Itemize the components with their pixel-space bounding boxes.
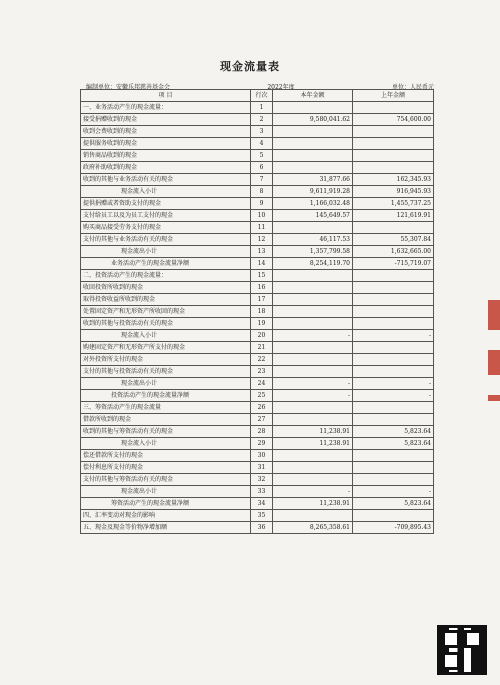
current-amount-cell: 145,649.57 — [273, 210, 353, 222]
previous-amount-cell — [353, 450, 434, 462]
item-cell: 政府补助收到的现金 — [81, 162, 251, 174]
item-cell: 现金流入小计 — [81, 438, 251, 450]
table-row — [81, 198, 434, 210]
line-no-cell: 25 — [251, 390, 273, 402]
red-edge-mark — [488, 350, 500, 375]
line-no-cell: 33 — [251, 486, 273, 498]
line-no-cell: 8 — [251, 186, 273, 198]
line-no-cell: 36 — [251, 522, 273, 534]
current-amount-cell — [273, 366, 353, 378]
table-row — [81, 258, 434, 270]
item-cell: 偿还借款所支付的现金 — [81, 450, 251, 462]
line-no-cell: 34 — [251, 498, 273, 510]
previous-amount-cell — [353, 282, 434, 294]
table-row — [81, 462, 434, 474]
line-no-cell: 21 — [251, 342, 273, 354]
header-previous: 上年金额 — [353, 90, 434, 102]
current-amount-cell: - — [273, 390, 353, 402]
previous-amount-cell — [353, 294, 434, 306]
previous-amount-cell — [353, 414, 434, 426]
line-no-cell: 32 — [251, 474, 273, 486]
line-no-cell: 35 — [251, 510, 273, 522]
line-no-cell: 20 — [251, 330, 273, 342]
item-cell: 四、汇率变动对现金的影响 — [81, 510, 251, 522]
current-amount-cell: 11,238.91 — [273, 438, 353, 450]
line-no-cell: 9 — [251, 198, 273, 210]
header-current: 本年金额 — [273, 90, 353, 102]
table-row — [81, 354, 434, 366]
current-amount-cell: 31,877.66 — [273, 174, 353, 186]
table-row — [81, 306, 434, 318]
item-cell: 二、投资活动产生的现金流量： — [81, 270, 251, 282]
table-row — [81, 414, 434, 426]
item-cell: 现金流出小计 — [81, 486, 251, 498]
item-cell: 借款所收到的现金 — [81, 414, 251, 426]
line-no-cell: 31 — [251, 462, 273, 474]
previous-amount-cell: 5,823.64 — [353, 426, 434, 438]
line-no-cell: 4 — [251, 138, 273, 150]
item-cell: 五、现金及现金等价物净增加额 — [81, 522, 251, 534]
cash-flow-table — [80, 89, 434, 534]
table-row — [81, 102, 434, 114]
table-row — [81, 222, 434, 234]
line-no-cell: 6 — [251, 162, 273, 174]
previous-amount-cell: - — [353, 378, 434, 390]
table-header-row — [81, 90, 434, 102]
table-row — [81, 234, 434, 246]
table-row — [81, 522, 434, 534]
previous-amount-cell — [353, 402, 434, 414]
item-cell: 支付的其他与筹资活动有关的现金 — [81, 474, 251, 486]
previous-amount-cell: - — [353, 330, 434, 342]
current-amount-cell — [273, 354, 353, 366]
table-row — [81, 270, 434, 282]
table-row — [81, 186, 434, 198]
table-row — [81, 282, 434, 294]
item-cell: 提供捐赠或者资助支付的现金 — [81, 198, 251, 210]
line-no-cell: 5 — [251, 150, 273, 162]
current-amount-cell — [273, 102, 353, 114]
item-cell: 支付的其他与投资活动有关的现金 — [81, 366, 251, 378]
previous-amount-cell — [353, 354, 434, 366]
table-row — [81, 342, 434, 354]
table-row — [81, 366, 434, 378]
current-amount-cell — [273, 414, 353, 426]
table-row — [81, 210, 434, 222]
table-row — [81, 438, 434, 450]
table-row — [81, 474, 434, 486]
line-no-cell: 14 — [251, 258, 273, 270]
table-row — [81, 162, 434, 174]
previous-amount-cell — [353, 162, 434, 174]
previous-amount-cell — [353, 150, 434, 162]
line-no-cell: 22 — [251, 354, 273, 366]
header-no: 行次 — [251, 90, 273, 102]
line-no-cell: 24 — [251, 378, 273, 390]
previous-amount-cell — [353, 222, 434, 234]
current-amount-cell — [273, 270, 353, 282]
qr-code-icon — [437, 625, 487, 675]
line-no-cell: 30 — [251, 450, 273, 462]
item-cell: 投资活动产生的现金流量净额 — [81, 390, 251, 402]
line-no-cell: 11 — [251, 222, 273, 234]
line-no-cell: 10 — [251, 210, 273, 222]
table-row — [81, 486, 434, 498]
current-amount-cell — [273, 318, 353, 330]
year-label: 2022年度 — [267, 84, 295, 91]
current-amount-cell — [273, 294, 353, 306]
current-amount-cell — [273, 462, 353, 474]
current-amount-cell: 9,580,041.62 — [273, 114, 353, 126]
line-no-cell: 3 — [251, 126, 273, 138]
current-amount-cell: - — [273, 486, 353, 498]
previous-amount-cell — [353, 510, 434, 522]
line-no-cell: 2 — [251, 114, 273, 126]
item-cell: 购建固定资产和无形资产所支付的现金 — [81, 342, 251, 354]
item-cell: 业务活动产生的现金流量净额 — [81, 258, 251, 270]
previous-amount-cell: 121,619.91 — [353, 210, 434, 222]
line-no-cell: 16 — [251, 282, 273, 294]
item-cell: 收到的其他与投资活动有关的现金 — [81, 318, 251, 330]
current-amount-cell — [273, 150, 353, 162]
header-item: 项 目 — [81, 90, 251, 102]
current-amount-cell: - — [273, 378, 353, 390]
table-row — [81, 510, 434, 522]
line-no-cell: 28 — [251, 426, 273, 438]
current-amount-cell: 8,254,119.70 — [273, 258, 353, 270]
line-no-cell: 13 — [251, 246, 273, 258]
item-cell: 收回投资所收到的现金 — [81, 282, 251, 294]
line-no-cell: 7 — [251, 174, 273, 186]
previous-amount-cell — [353, 270, 434, 282]
previous-amount-cell: 5,823.64 — [353, 498, 434, 510]
line-no-cell: 29 — [251, 438, 273, 450]
current-amount-cell: 11,238.91 — [273, 498, 353, 510]
current-amount-cell: 1,357,799.58 — [273, 246, 353, 258]
current-amount-cell — [273, 474, 353, 486]
item-cell: 偿付利息所支付的现金 — [81, 462, 251, 474]
previous-amount-cell — [353, 306, 434, 318]
table-row — [81, 450, 434, 462]
unit-label: 单位：人民币元 — [391, 84, 434, 91]
previous-amount-cell — [353, 342, 434, 354]
current-amount-cell — [273, 342, 353, 354]
table-row — [81, 426, 434, 438]
table-row — [81, 402, 434, 414]
previous-amount-cell — [353, 462, 434, 474]
current-amount-cell — [273, 402, 353, 414]
previous-amount-cell — [353, 126, 434, 138]
line-no-cell: 19 — [251, 318, 273, 330]
table-row — [81, 390, 434, 402]
table-row — [81, 498, 434, 510]
item-cell: 支付给员工以及为员工支付的现金 — [81, 210, 251, 222]
table-row — [81, 378, 434, 390]
item-cell: 现金流出小计 — [81, 378, 251, 390]
table-row — [81, 246, 434, 258]
red-edge-mark — [488, 395, 500, 401]
current-amount-cell — [273, 222, 353, 234]
previous-amount-cell: 55,307.84 — [353, 234, 434, 246]
table-row — [81, 114, 434, 126]
item-cell: 取得投资收益所收到的现金 — [81, 294, 251, 306]
item-cell: 收到的其他与业务活动有关的现金 — [81, 174, 251, 186]
previous-amount-cell: 754,600.00 — [353, 114, 434, 126]
item-cell: 现金流出小计 — [81, 246, 251, 258]
item-cell: 销售商品收到的现金 — [81, 150, 251, 162]
table-row — [81, 294, 434, 306]
red-edge-mark — [488, 300, 500, 330]
table-row — [81, 138, 434, 150]
current-amount-cell — [273, 282, 353, 294]
item-cell: 收到的其他与筹资活动有关的现金 — [81, 426, 251, 438]
previous-amount-cell: 916,945.93 — [353, 186, 434, 198]
item-cell: 提供服务收到的现金 — [81, 138, 251, 150]
current-amount-cell: 11,238.91 — [273, 426, 353, 438]
previous-amount-cell — [353, 474, 434, 486]
item-cell: 处置固定资产和无形资产所收回的现金 — [81, 306, 251, 318]
table-row — [81, 174, 434, 186]
previous-amount-cell: - — [353, 486, 434, 498]
current-amount-cell: 9,611,919.28 — [273, 186, 353, 198]
item-cell: 一、业务活动产生的现金流量： — [81, 102, 251, 114]
table-row — [81, 150, 434, 162]
current-amount-cell — [273, 138, 353, 150]
item-cell: 对外投资所支付的现金 — [81, 354, 251, 366]
line-no-cell: 15 — [251, 270, 273, 282]
item-cell: 现金流入小计 — [81, 186, 251, 198]
item-cell: 支付的其他与业务活动有关的现金 — [81, 234, 251, 246]
line-no-cell: 26 — [251, 402, 273, 414]
item-cell: 接受捐赠收到的现金 — [81, 114, 251, 126]
current-amount-cell: 1,166,032.48 — [273, 198, 353, 210]
previous-amount-cell: -709,895.43 — [353, 522, 434, 534]
current-amount-cell: 8,265,358.61 — [273, 522, 353, 534]
line-no-cell: 27 — [251, 414, 273, 426]
current-amount-cell — [273, 126, 353, 138]
line-no-cell: 18 — [251, 306, 273, 318]
item-cell: 购买商品接受劳务支付的现金 — [81, 222, 251, 234]
item-cell: 现金流入小计 — [81, 330, 251, 342]
previous-amount-cell — [353, 138, 434, 150]
table-row — [81, 318, 434, 330]
previous-amount-cell: 1,455,737.25 — [353, 198, 434, 210]
table-row — [81, 330, 434, 342]
item-cell: 收到会费收到的现金 — [81, 126, 251, 138]
current-amount-cell — [273, 162, 353, 174]
current-amount-cell: 46,117.53 — [273, 234, 353, 246]
previous-amount-cell: 162,345.93 — [353, 174, 434, 186]
previous-amount-cell — [353, 318, 434, 330]
current-amount-cell — [273, 450, 353, 462]
current-amount-cell — [273, 510, 353, 522]
previous-amount-cell — [353, 366, 434, 378]
line-no-cell: 1 — [251, 102, 273, 114]
previous-amount-cell — [353, 102, 434, 114]
previous-amount-cell: 5,823.64 — [353, 438, 434, 450]
current-amount-cell — [273, 306, 353, 318]
line-no-cell: 17 — [251, 294, 273, 306]
previous-amount-cell: - — [353, 390, 434, 402]
page-title: 现金流量表 — [220, 60, 280, 73]
previous-amount-cell: -715,719.07 — [353, 258, 434, 270]
item-cell: 三、筹资活动产生的现金流量 — [81, 402, 251, 414]
line-no-cell: 23 — [251, 366, 273, 378]
item-cell: 筹资活动产生的现金流量净额 — [81, 498, 251, 510]
table-row — [81, 126, 434, 138]
previous-amount-cell: 1,632,665.00 — [353, 246, 434, 258]
current-amount-cell: - — [273, 330, 353, 342]
org-label: 编制单位：安徽乐邦慈善基金会 — [86, 84, 171, 91]
line-no-cell: 12 — [251, 234, 273, 246]
